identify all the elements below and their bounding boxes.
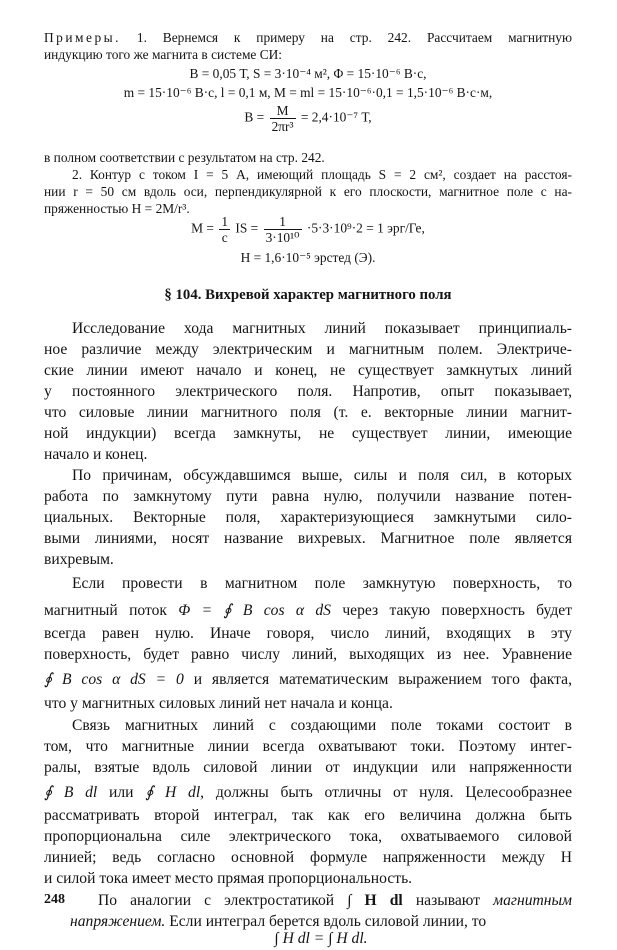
equation-b-s-phi: B = 0,05 Т, S = 3·10⁻⁴ м², Φ = 15·10⁻⁶ В·с, [189, 66, 427, 81]
p4-line-4: ∮ B dl или ∮ H dl, должны быть отличны от нуля. Целесообразнее [44, 784, 573, 801]
p3-line: поверхность, будет равно числу линий, выходящих из нее. Уравнение [44, 646, 572, 663]
p1-line: ские линии имеют начало и конец, не существует замкнутых линий [44, 362, 572, 379]
p5-line-2: напряжением. Если интеграл берется вдоль силовой линии, то [70, 913, 487, 930]
section-heading: § 104. Вихревой характер магнитного поля [164, 287, 452, 303]
equation-m-fractions: M = $\frac{1}{c}$ IS = $\frac{1}{\text{3·10¹⁰}}$ ·5·3·10⁹·2 = 1 эрг/Ге, [191, 214, 425, 245]
page-number: 248 [44, 892, 65, 907]
example-2-line-2: нии r = 50 см вдоль оси, перпендикулярной к его плоскости, магнитное поле с на- [44, 184, 572, 199]
equation-m-l: m = 15·10⁻⁶ В·с, l = 0,1 м, M = ml = 15·10⁻⁶·0,1 = 1,5·10⁻⁶ В·с·м, [123, 85, 493, 100]
b-dl-integral: ∮ B dl [44, 784, 98, 801]
p4-line: том, что магнитные линии всегда охватывают токи. Поэтому интег- [44, 738, 572, 755]
examples-label: Примеры. [44, 30, 121, 45]
p2-line: циальных. Векторные поля, характеризующиеся замкнутыми сило- [44, 509, 572, 526]
example-2-line-3: пряженностью H = 2M/r³. [44, 201, 190, 216]
p3-line: всегда равен нулю. Иначе говоря, число линий, входящих в эту [44, 625, 572, 642]
fraction-m-over-2pir3: $\frac{M}{\text{2πr³}}$ [271, 103, 294, 134]
example-1-intro-cont: индукцию того же магнита в системе СИ: [44, 47, 283, 62]
equation-b-fraction: B = $\frac{M}{\text{2πr³}}$ = 2,4·10⁻⁷ Т, [244, 103, 372, 134]
h-dl-integral: ∮ H dl, [145, 784, 205, 801]
p2-line: По причинам, обсуждавшимся выше, силы и поля сил, в которых [72, 467, 572, 484]
p5-line-1: По аналогии с электростатикой ∫ H dl называют магнитным [98, 892, 572, 909]
final-equation: ∫ H dl = ∫ H dl. [274, 930, 368, 947]
p1-line: у постоянного электрического поля. Напротив, опыт показывает, [44, 383, 572, 400]
p4-line: линией; ведь согласно основной формуле напряженности между H [44, 849, 572, 866]
p1-line: Исследование хода магнитных линий показывает принципиаль- [72, 320, 572, 337]
p4-line: пропорциональна силе электрического тока, охватываемого силовой [44, 828, 572, 845]
p1-line: начало и конец. [44, 446, 148, 463]
p3-line-6: что у магнитных силовых линий нет начала и конца. [44, 695, 393, 712]
p1-line: ное различие между электрическим и магнитным полем. Электриче- [44, 341, 572, 358]
p3-line-2: магнитный поток Φ = ∮ B cos α dS через такую поверхность будет [44, 602, 573, 619]
p3-line-1: Если провести в магнитном поле замкнутую поверхность, то [72, 575, 572, 592]
zero-flux-formula: ∮ B cos α dS = 0 [44, 671, 184, 688]
p4-line: и силой тока имеет место прямая пропорциональность. [44, 870, 413, 887]
p4-line: ралы, взятые вдоль силовой линии от индукции или напряженности [44, 759, 572, 776]
p4-line: рассматривать второй интеграл, так как его величина должна быть [44, 807, 572, 824]
p1-line: что силовые линии магнитного поля (т. е. векторные линии магнит- [44, 404, 572, 421]
p2-line: вихревым. [44, 551, 114, 568]
flux-integral-formula: Φ = ∮ B cos α dS [178, 602, 331, 619]
p2-line: выми линиями, носят название вихревых. Магнитное поле является [44, 530, 572, 547]
p4-line: Связь магнитных линий с создающими поле токами состоит в [72, 717, 572, 734]
p2-line: работа по замкнутому пути равна нулю, получили название потен- [44, 488, 572, 505]
magnetic-term: магнитным [493, 892, 572, 909]
example-2-line-1: 2. Контур с током I = 5 А, имеющий площадь S = 2 см², создает на расстоя- [72, 167, 572, 182]
p3-line-5: ∮ B cos α dS = 0 и является математическим выражением того факта, [44, 671, 572, 688]
equation-h-value: H = 1,6·10⁻⁵ эрстед (Э). [240, 250, 376, 265]
fraction-1-over-3e10: $\frac{1}{\text{3·10¹⁰}}$ [265, 214, 300, 245]
example-1-conclusion: в полном соответствии с результатом на стр. 242. [44, 150, 325, 165]
p1-line: ной индукции) всегда замкнуты, не существует линии, имеющие [44, 425, 572, 442]
magnetic-voltage-integral: ∫ H dl [347, 892, 403, 909]
fraction-1-over-c: $\frac{1}{c}$ [221, 214, 229, 245]
example-1-intro: Примеры. 1. Вернемся к примеру на стр. 242. Рассчитаем магнитную [44, 30, 572, 45]
